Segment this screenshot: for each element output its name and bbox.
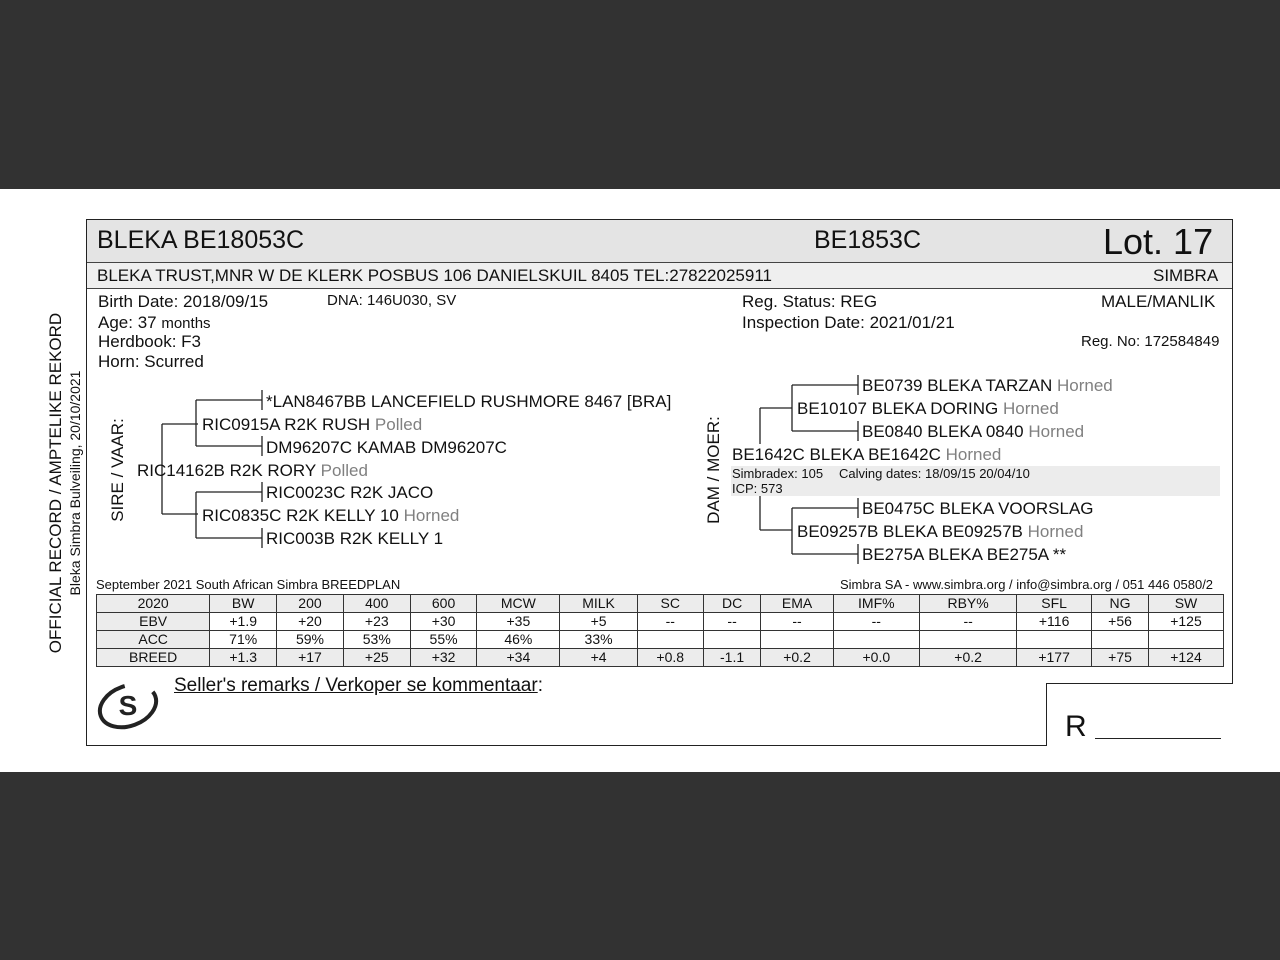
herdbook: Herdbook: F3 [98, 332, 201, 351]
table-cell: +4 [560, 649, 638, 667]
official-record-label: OFFICIAL RECORD / AMPTELIKE REKORD [46, 312, 65, 654]
table-cell: +35 [477, 613, 560, 631]
table-cell: +23 [343, 613, 410, 631]
table-cell: 71% [210, 631, 277, 649]
table-cell: BREED [97, 649, 210, 667]
sire-dam-sire: RIC0023C R2K JACO [266, 483, 434, 502]
table-cell: +32 [410, 649, 477, 667]
breedplan-contact: Simbra SA - www.simbra.org / info@simbra.org / 051 446 0580/2 [840, 577, 1214, 592]
table-header: SW [1149, 595, 1224, 613]
calving-dates: Calving dates: 18/09/15 20/04/10 [839, 466, 1030, 481]
breedplan-title: September 2021 South African Simbra BREEDPLAN [96, 577, 401, 592]
table-cell: -- [761, 613, 833, 631]
age-unit: months [161, 315, 211, 332]
table-cell [1149, 631, 1224, 649]
table-header: DC [703, 595, 761, 613]
dam-dam-dam: BE275A BLEKA BE275A ** [862, 545, 1067, 564]
sire-dam-horn: Horned [403, 506, 460, 525]
table-header: NG [1092, 595, 1149, 613]
dam-dam-name: BE09257B BLEKA BE09257B [797, 522, 1023, 541]
dam-horn: Horned [945, 445, 1002, 464]
table-cell: -- [920, 613, 1017, 631]
table-cell [1017, 631, 1092, 649]
table-cell: +56 [1092, 613, 1149, 631]
age [98, 313, 211, 333]
dna: DNA: 146U030, SV [327, 292, 457, 309]
table-header: EMA [761, 595, 833, 613]
animal-id: BE1853C [814, 226, 922, 254]
sire-sire [202, 415, 422, 435]
table-row-acc [97, 631, 1224, 649]
table-cell: -1.1 [703, 649, 761, 667]
dam-sire [797, 399, 1059, 419]
age-value: Age: 37 [98, 313, 157, 332]
table-cell: ACC [97, 631, 210, 649]
dam-sire-sire-name: BE0739 BLEKA TARZAN [862, 376, 1053, 395]
price-prefix: R [1065, 710, 1087, 743]
table-cell: 33% [560, 631, 638, 649]
table-cell: +124 [1149, 649, 1224, 667]
dam-sire-dam-horn: Horned [1028, 422, 1085, 441]
sire-sire-dam: DM96207C KAMAB DM96207C [266, 438, 507, 457]
dam-sire-dam-name: BE0840 BLEKA 0840 [862, 422, 1024, 441]
sire-sire-name: RIC0915A R2K RUSH [202, 415, 371, 434]
breedplan-table [96, 594, 1224, 667]
animal-name: BLEKA BE18053C [97, 226, 305, 254]
table-cell: +34 [477, 649, 560, 667]
table-cell: -- [703, 613, 761, 631]
table-cell [1092, 631, 1149, 649]
table-cell [637, 631, 703, 649]
dam-dam-sire: BE0475C BLEKA VOORSLAG [862, 499, 1094, 518]
table-cell: +25 [343, 649, 410, 667]
table-header: SC [637, 595, 703, 613]
dam-sire-name: BE10107 BLEKA DORING [797, 399, 999, 418]
dam-section-label: DAM / MOER: [704, 416, 723, 524]
sex: MALE/MANLIK [1101, 292, 1216, 311]
table-cell: 59% [277, 631, 344, 649]
price-line [1095, 738, 1221, 739]
birth-date: Birth Date: 2018/09/15 [98, 292, 269, 311]
auction-label: Bleka Simbra Bulveiling, 20/10/2021 [67, 370, 83, 596]
table-cell: -- [637, 613, 703, 631]
reg-status: Reg. Status: REG [742, 292, 878, 311]
simbradex: Simbradex: 105 [732, 466, 824, 481]
horn-status: Horn: Scurred [98, 352, 204, 371]
seller-remarks [174, 675, 543, 697]
table-cell: +17 [277, 649, 344, 667]
table-row-ebv [97, 613, 1224, 631]
table-cell: +177 [1017, 649, 1092, 667]
dam-sire-horn: Horned [1003, 399, 1059, 418]
table-header: BW [210, 595, 277, 613]
table-header: 600 [410, 595, 477, 613]
table-cell: +5 [560, 613, 638, 631]
breed-label: SIMBRA [1153, 266, 1219, 285]
sire-name: RIC14162B R2K RORY [137, 461, 316, 480]
table-header: SFL [1017, 595, 1092, 613]
seller-remarks-label: Seller's remarks / Verkoper se kommentaar [174, 675, 538, 696]
table-cell: +0.2 [920, 649, 1017, 667]
table-cell: +20 [277, 613, 344, 631]
sire-dam-name: RIC0835C R2K KELLY 10 [202, 506, 399, 525]
reg-number: Reg. No: 172584849 [1081, 333, 1220, 350]
table-header: IMF% [833, 595, 919, 613]
table-cell: 46% [477, 631, 560, 649]
sire-dam-dam: RIC003B R2K KELLY 1 [266, 529, 444, 548]
dam-name: BE1642C BLEKA BE1642C [732, 445, 941, 464]
table-header-row [97, 595, 1224, 613]
sire [137, 461, 368, 481]
table-cell: EBV [97, 613, 210, 631]
table-header: 400 [343, 595, 410, 613]
table-header: MILK [560, 595, 638, 613]
breeder-line: BLEKA TRUST,MNR W DE KLERK POSBUS 106 DANIELSKUIL 8405 TEL:27822025911 [97, 266, 772, 285]
logo-letter: S [118, 690, 138, 721]
table-cell: +116 [1017, 613, 1092, 631]
lot-number: Lot. 17 [1103, 221, 1214, 262]
table-cell: +0.2 [761, 649, 833, 667]
table-cell: +0.0 [833, 649, 919, 667]
table-cell: -- [833, 613, 919, 631]
table-header: RBY% [920, 595, 1017, 613]
sire-section-label: SIRE / VAAR: [108, 418, 127, 522]
table-row-breed [97, 649, 1224, 667]
icp: ICP: 573 [732, 481, 783, 496]
simbra-logo-icon [96, 680, 160, 732]
dam-sire-sire-horn: Horned [1056, 376, 1113, 395]
dam [732, 445, 1001, 465]
dam-sire-dam [862, 422, 1084, 442]
table-cell: 53% [343, 631, 410, 649]
table-header: MCW [477, 595, 560, 613]
table-cell [761, 631, 833, 649]
table-header: 2020 [97, 595, 210, 613]
inspection-date: Inspection Date: 2021/01/21 [742, 313, 955, 332]
sire-sire-horn: Polled [374, 415, 423, 434]
table-cell: +1.3 [210, 649, 277, 667]
sire-sire-sire: *LAN8467BB LANCEFIELD RUSHMORE 8467 [BRA] [266, 392, 672, 411]
table-cell: +75 [1092, 649, 1149, 667]
table-cell: +125 [1149, 613, 1224, 631]
table-cell: +30 [410, 613, 477, 631]
table-cell: +0.8 [637, 649, 703, 667]
dam-sire-sire [862, 376, 1113, 396]
sire-horn: Polled [320, 461, 368, 480]
dam-dam-horn: Horned [1027, 522, 1084, 541]
table-cell: +1.9 [210, 613, 277, 631]
sire-dam [202, 506, 459, 526]
table-cell [703, 631, 761, 649]
table-cell [833, 631, 919, 649]
table-cell [920, 631, 1017, 649]
dam-dam [797, 522, 1083, 542]
seller-remarks-colon: : [537, 675, 543, 696]
table-cell: 55% [410, 631, 477, 649]
table-header: 200 [277, 595, 344, 613]
